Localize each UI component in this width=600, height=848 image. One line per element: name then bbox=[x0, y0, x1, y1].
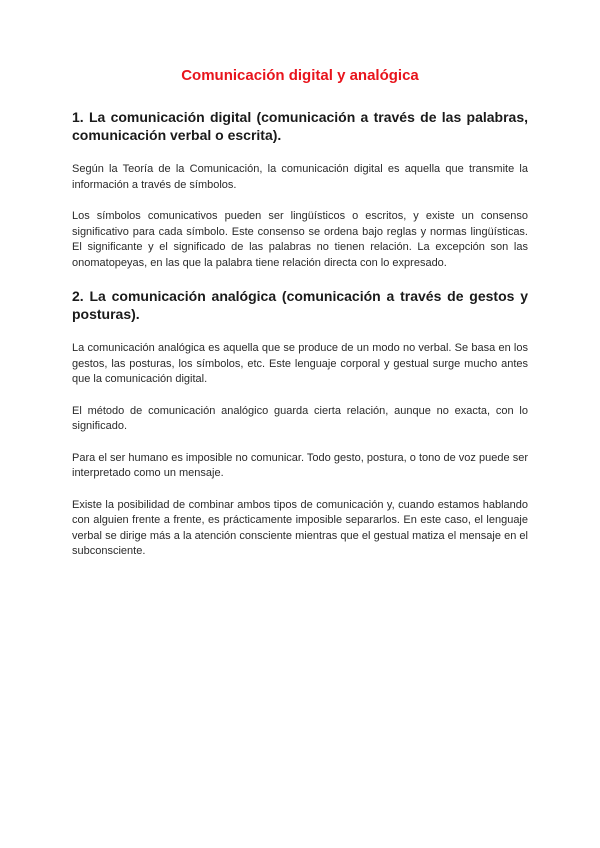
section-heading: 1. La comunicación digital (comunicación a través de las palabras, comunicación verbal o escrita). bbox=[72, 109, 528, 143]
paragraph: Para el ser humano es imposible no comunicar. Todo gesto, postura, o tono de voz puede ser interpretado como un mensaje. bbox=[72, 451, 528, 479]
paragraph: Según la Teoría de la Comunicación, la comunicación digital es aquella que transmite la información a través de símbolos. bbox=[72, 163, 528, 191]
paragraph: Los símbolos comunicativos pueden ser lingüísticos o escritos, y existe un consenso significativo para cada símbolo. Este consenso se ordena bajo reglas y normas lingüísticas. El significante y el significado de las palabras no tienen relación. La excepción son las onomatopeyas, en las que la palabra tiene relación directa con lo expresado. bbox=[72, 210, 528, 269]
document-page bbox=[72, 66, 528, 576]
paragraph: La comunicación analógica es aquella que se produce de un modo no verbal. Se basa en los gestos, las posturas, los símbolos, etc. Este lenguaje corporal y gestual surge mucho antes que la comunicación digital. bbox=[72, 342, 528, 385]
paragraph: Existe la posibilidad de combinar ambos tipos de comunicación y, cuando estamos hablando con alguien frente a frente, es prácticamente imposible separarlos. En este caso, el lenguaje verbal se dirige más a la atención consciente mientras que el gestual matiza el mensaje en el subconsciente. bbox=[72, 498, 528, 557]
paragraph: El método de comunicación analógico guarda cierta relación, aunque no exacta, con lo significado. bbox=[72, 404, 528, 432]
section-digital bbox=[72, 108, 528, 271]
document-title: Comunicación digital y analógica bbox=[181, 67, 419, 84]
section-heading: 2. La comunicación analógica (comunicación a través de gestos y posturas). bbox=[72, 288, 528, 322]
section-analogica bbox=[72, 287, 528, 560]
